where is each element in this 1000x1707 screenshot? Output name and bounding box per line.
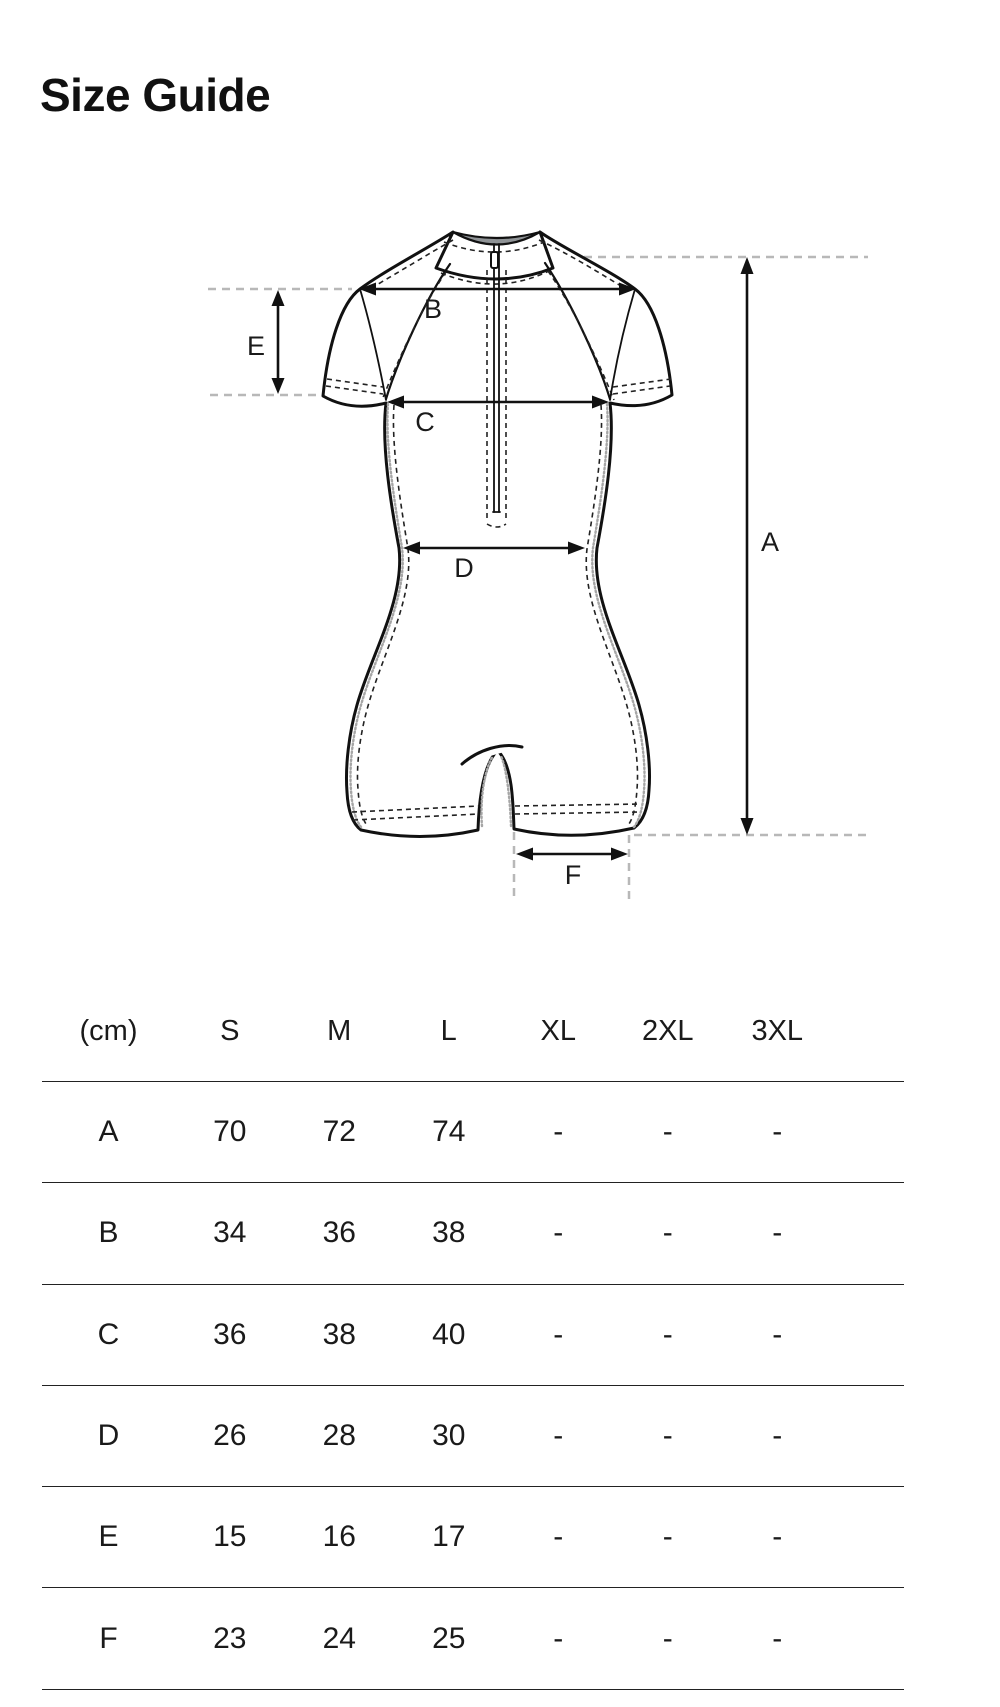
value-cell: - [772,1520,783,1554]
measure-F [516,848,628,891]
value-cell: - [553,1317,564,1351]
label-F: F [564,860,582,890]
value-cell: 16 [322,1520,356,1554]
size-header-XL: XL [540,1014,576,1047]
value-cell: 28 [322,1419,356,1453]
value-cell: - [662,1115,673,1149]
size-header-M: M [327,1014,352,1047]
table-row [42,1588,904,1689]
garment-sketch [323,232,672,837]
value-cell: 36 [322,1216,356,1250]
table-row [42,1082,904,1183]
value-cell: 34 [213,1216,247,1250]
row-label: B [98,1216,119,1250]
value-cell: - [662,1216,673,1250]
value-cell: - [553,1115,564,1149]
measure-A [741,257,780,835]
label-E: E [246,331,266,361]
value-cell: - [772,1216,783,1250]
value-cell: - [662,1520,673,1554]
value-cell: - [772,1419,783,1453]
label-C: C [415,407,435,437]
size-header-2XL: 2XL [641,1014,694,1047]
value-cell: - [662,1621,673,1655]
row-label: D [97,1419,120,1453]
value-cell: - [553,1419,564,1453]
table-row [42,1487,904,1588]
size-table-header [42,981,904,1082]
value-cell: - [662,1419,673,1453]
label-D: D [454,553,474,583]
row-label: A [98,1115,119,1149]
value-cell: - [553,1520,564,1554]
row-label: C [97,1317,120,1351]
value-cell: 15 [213,1520,247,1554]
size-header-L: L [440,1014,457,1047]
collar-inner-fill [453,232,540,245]
table-row [42,1183,904,1284]
value-cell: 74 [432,1115,466,1149]
value-cell: - [772,1317,783,1351]
unit-header-cell: (cm) [79,1014,138,1047]
value-cell: 38 [432,1216,466,1250]
value-cell: 72 [322,1115,356,1149]
value-cell: - [553,1621,564,1655]
table-row [42,1285,904,1386]
value-cell: 17 [432,1520,466,1554]
value-cell: - [553,1216,564,1250]
value-cell: 23 [213,1621,247,1655]
zipper-pull [491,252,498,268]
value-cell: 38 [322,1317,356,1351]
row-label: E [98,1520,119,1554]
row-label: F [99,1621,118,1655]
label-A: A [760,527,780,557]
size-table [42,981,904,1690]
value-cell: 26 [213,1419,247,1453]
value-cell: 70 [213,1115,247,1149]
value-cell: 36 [213,1317,247,1351]
value-cell: - [662,1317,673,1351]
value-cell: 40 [432,1317,466,1351]
table-row [42,1386,904,1487]
value-cell: 25 [432,1621,466,1655]
value-cell: - [772,1621,783,1655]
value-cell: 30 [432,1419,466,1453]
value-cell: - [772,1115,783,1149]
label-B: B [423,294,443,324]
page-title: Size Guide [40,69,271,121]
size-header-S: S [220,1014,240,1047]
size-header-3XL: 3XL [751,1014,804,1047]
measure-E [247,290,285,394]
value-cell: 24 [322,1621,356,1655]
